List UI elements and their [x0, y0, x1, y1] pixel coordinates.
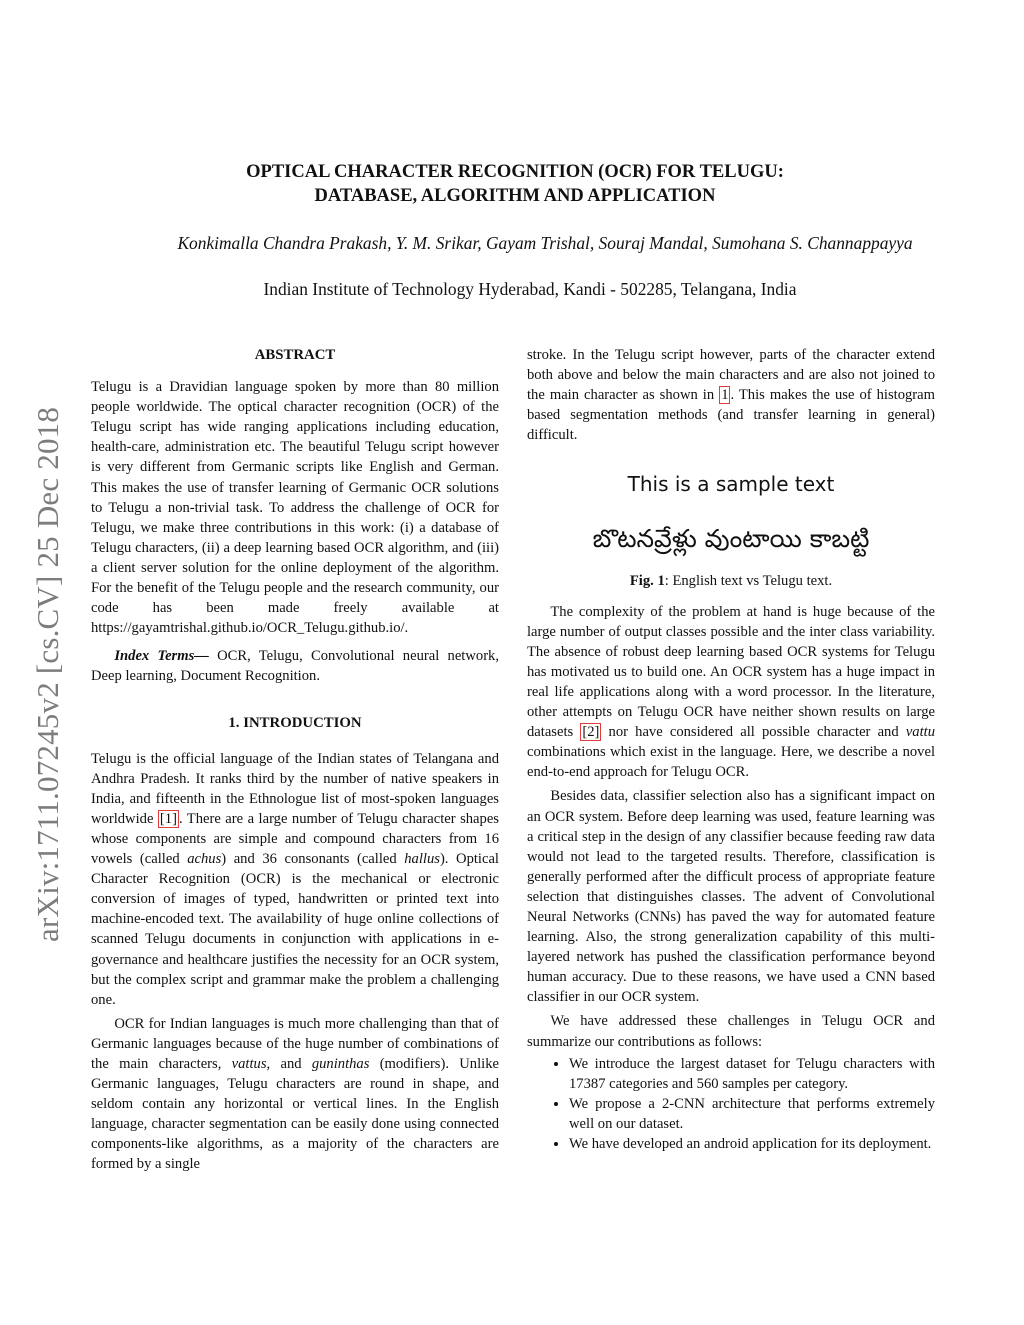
term-vattu: vattu: [905, 724, 935, 741]
intro-p2-text-b: , and: [266, 1056, 312, 1072]
intro-p1-text-b: . There are a large number of Telugu character shapes whose components are simple and compound characters from 16 vowels (called: [91, 810, 499, 868]
abstract-body: Telugu is a Dravidian language spoken by more than 80 million people worldwide. The optical character recognition (OCR) of the Telugu script has wide ranging applications including education, health-care, administration etc. The beautiful Telugu script however is very different from Germanic scripts like English and German. This makes the use of transfer learning of Germanic OCR solutions to Telugu a non-trivial task. To address the challenge of OCR for Telugu, we make three contributions in this work: (i) a database of Telugu characters, (ii) a deep learning based OCR algorithm, and (iii) a client server solution for the online deployment of the algorithm. For the benefit of the Telugu people and the research community, our code has been made freely available at https://gayamtrishal.github.io/OCR_Telugu.github.io/.: [91, 379, 499, 637]
abstract-heading: ABSTRACT: [254, 347, 336, 363]
figure-telugu-sample: బొటనవ్రేళ్లు వుంటాయి కాబట్టి: [592, 524, 870, 554]
index-terms-text: OCR, Telugu, Convolutional neural network, Deep learning, Document Recognition.: [91, 648, 499, 685]
continuation-text-a: stroke. In the Telugu script however, parts of the character extend both above and below the main characters and are also not joined to the main character as shown in: [527, 347, 935, 404]
caption-label: Fig. 1: [629, 573, 665, 590]
figure-1: [527, 469, 935, 591]
affiliation: Indian Institute of Technology Hyderabad, Kandi - 502285, Telangana, India: [263, 279, 797, 299]
contributions-intro-paragraph: We have addressed these challenges in Telugu OCR and summarize our contributions as follows:: [527, 1013, 935, 1050]
intro-paragraph-1: [91, 749, 499, 1010]
p3-text-a: The complexity of the problem at hand is huge because of the large number of output classes possible and the inter class variability. The absence of robust deep learning based OCR systems for Telugu has motivated us to build one. An OCR system has a huge impact in real life applications along with a word processor. In the literature, other attempts on Telugu OCR have neither shown results on large datasets: [527, 603, 935, 741]
citation-link-2[interactable]: [2]: [582, 724, 600, 741]
arxiv-identifier-text: arXiv:1711.07245v2 [cs.CV] 25 Dec 2018: [30, 406, 65, 942]
continuation-paragraph: [527, 345, 935, 445]
author-list: Konkimalla Chandra Prakash, Y. M. Srikar, Gayam Trishal, Souraj Mandal, Sumohana S. Channappayya: [177, 233, 913, 253]
list-item: • We propose a 2-CNN architecture that performs extremely well on our dataset.: [569, 1094, 935, 1134]
intro-p1-text-d: ). Optical Character Recognition (OCR) is the mechanical or electronic conversion of images of typed, handwritten or printed text into machine-encoded text. The availability of huge online collections of scanned Telugu documents in conjunction with applications in e-governance and healthcare justifies the necessity for an OCR system, but the complex script and grammar make the problem a challenging one.: [91, 851, 499, 1008]
caption-text: : English text vs Telugu text.: [664, 573, 833, 590]
intro-p2-text-c: (modifiers). Unlike Germanic languages, Telugu characters are round in shape, and seldom contain any horizontal or vertical lines. In the English language, character segmentation can be easily done using connected components-like algorithms, as a majority of the characters are formed by a single: [91, 1056, 499, 1173]
figure-link-1[interactable]: 1: [721, 387, 729, 404]
term-achus: achus: [187, 851, 222, 868]
intro-p1-text-c: ) and 36 consonants (called: [221, 851, 405, 868]
title-line-1: OPTICAL CHARACTER RECOGNITION (OCR) FOR TELUGU:: [246, 162, 784, 182]
intro-p1-text-a: Telugu is the official language of the Indian states of Telangana and Andhra Pradesh. It ranks third by the number of native speakers in India, and fifteenth in the Ethnologue list of most-spoken languages worldwide: [91, 750, 499, 827]
contributions-list: [527, 1054, 935, 1154]
classifier-paragraph: Besides data, classifier selection also has a significant impact on an OCR system. Before deep learning was used, feature learning was a critical step in the design of any classifier because feeding raw data would not lead to the targeted results. Therefore, classification is generally performed after the difficult process of appropriate feature selection that distinguishes classes. The advent of Convolutional Neural Networks (CNNs) has paved the way for automated feature learning. Also, the strong generalization capability of this multi-layered network has pushed the classification performance beyond human accuracy. Due to these reasons, we have used a CNN based classifier in our OCR system.: [527, 788, 935, 1006]
figure-english-sample: This is a sample text: [627, 472, 835, 497]
list-item: • We introduce the largest dataset for Telugu characters with 17387 categories and 560 samples per category.: [569, 1054, 935, 1094]
intro-p2-text-a: OCR for Indian languages is much more challenging than that of Germanic languages because of the huge number of combinations of the main characters,: [91, 1015, 499, 1072]
introduction-heading: 1. INTRODUCTION: [228, 714, 362, 731]
right-column: [527, 345, 935, 1154]
figure-1-caption: [527, 571, 935, 591]
index-terms-label: Index Terms—: [114, 648, 209, 665]
title-line-2: DATABASE, ALGORITHM AND APPLICATION: [314, 186, 716, 206]
p3-text-c: combinations which exist in the language. Here, we describe a novel end-to-end approach for Telugu OCR.: [527, 744, 935, 781]
left-column: [91, 345, 499, 1175]
complexity-paragraph: [527, 602, 935, 783]
arxiv-identifier-stamp: [26, 350, 66, 950]
paper-title: [120, 160, 910, 208]
continuation-text-b: . This makes the use of histogram based segmentation methods (and transfer learning in general) difficult.: [527, 387, 935, 444]
term-guninthas: guninthas: [311, 1056, 370, 1072]
index-terms: [91, 646, 499, 686]
list-item: • We have developed an android application for its deployment.: [569, 1134, 935, 1154]
citation-link-1[interactable]: [1]: [159, 810, 177, 827]
intro-paragraph-2: [91, 1014, 499, 1175]
term-vattus: vattus: [231, 1056, 267, 1072]
p3-text-b: nor have considered all possible character and: [601, 724, 906, 741]
term-hallus: hallus: [404, 851, 440, 868]
